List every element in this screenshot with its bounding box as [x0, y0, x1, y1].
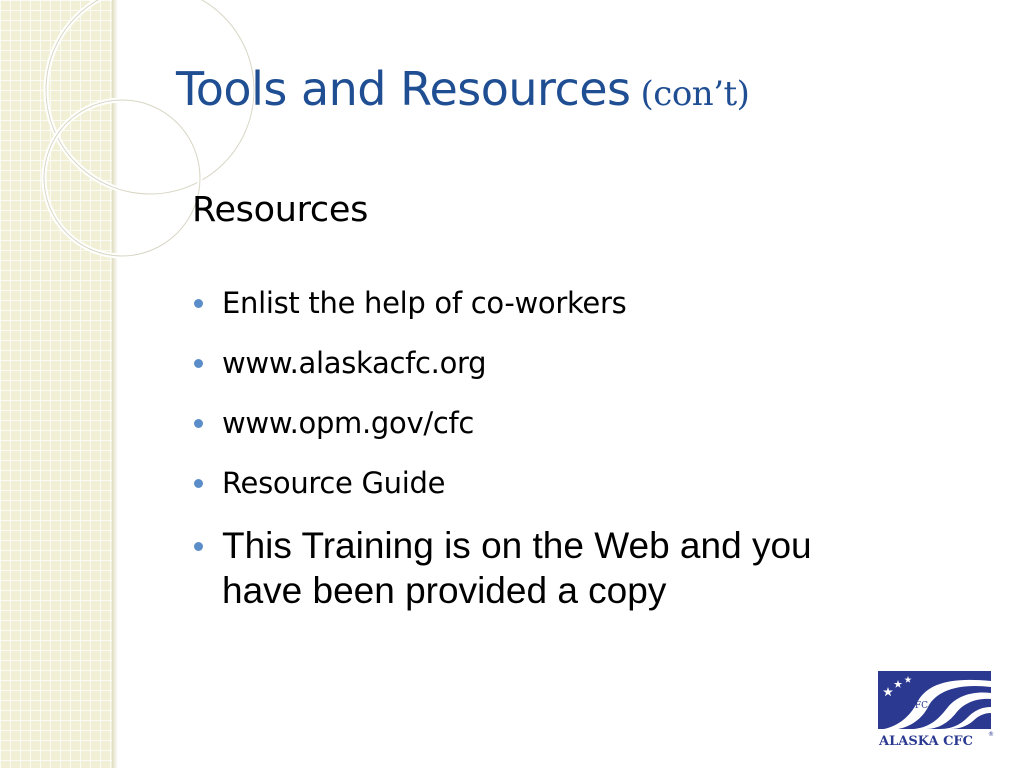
- bullet-item: [192, 523, 872, 613]
- bullet-dot-icon: [194, 359, 203, 368]
- logo-wordmark: ALASKA CFC: [879, 734, 974, 749]
- alaska-cfc-logo: [878, 671, 994, 751]
- logo-badge-text: CFC: [907, 701, 929, 711]
- bullet-item: [192, 343, 872, 383]
- bullet-item: [192, 283, 872, 323]
- logo-registered-mark: ®: [988, 731, 994, 738]
- bullet-text: Enlist the help of co-workers: [222, 286, 627, 320]
- bullet-link-opm[interactable]: www.opm.gov/cfc: [222, 406, 475, 440]
- slide-title: [176, 62, 749, 116]
- bullet-dot-icon: [194, 299, 203, 308]
- bullet-item: [192, 463, 872, 503]
- bullet-list: [192, 283, 872, 633]
- slide-title-suffix: (con’t): [640, 74, 750, 114]
- decorative-rings: [0, 0, 260, 300]
- bullet-text: This Training is on the Web and you have been provided a copy: [222, 525, 812, 611]
- bullet-text: Resource Guide: [222, 466, 446, 500]
- bullet-dot-icon: [194, 542, 203, 551]
- bullet-dot-icon: [194, 419, 203, 428]
- section-heading: Resources: [192, 190, 369, 230]
- bullet-item: [192, 403, 872, 443]
- bullet-link-alaskacfc[interactable]: www.alaskacfc.org: [222, 346, 487, 380]
- slide-title-main: Tools and Resources: [176, 62, 631, 116]
- bullet-dot-icon: [194, 479, 203, 488]
